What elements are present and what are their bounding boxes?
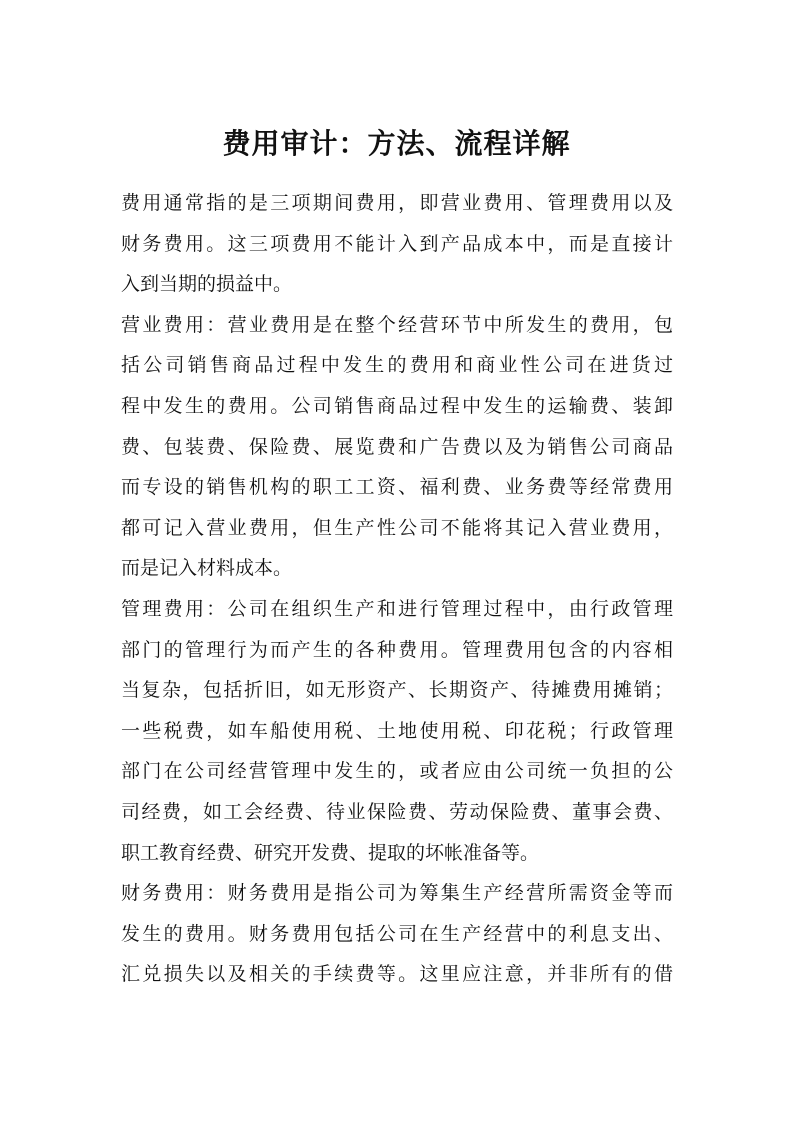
body-line: 括公司销售商品过程中发生的费用和商业性公司在进货过 xyxy=(121,354,673,377)
body-line: 管理费用：公司在组织生产和进行管理过程中，由行政管理 xyxy=(121,597,673,620)
body-line: 汇兑损失以及相关的手续费等。这里应注意，并非所有的借 xyxy=(121,963,673,986)
body-line: 费、包装费、保险费、展览费和广告费以及为销售公司商品 xyxy=(121,435,673,458)
body-line: 部门在公司经营管理中发生的，或者应由公司统一负担的公 xyxy=(121,760,673,783)
body-line: 发生的费用。财务费用包括公司在生产经营中的利息支出、 xyxy=(121,922,673,945)
body-line: 财务费用：财务费用是指公司为筹集生产经营所需资金等而 xyxy=(121,882,673,905)
body-line: 都可记入营业费用，但生产性公司不能将其记入营业费用， xyxy=(121,516,673,539)
body-line: 程中发生的费用。公司销售商品过程中发生的运输费、装卸 xyxy=(121,394,673,417)
body-line: 一些税费，如车船使用税、土地使用税、印花税；行政管理 xyxy=(121,719,673,742)
body-line: 入到当期的损益中。 xyxy=(121,273,293,296)
body-line: 而是记入材料成本。 xyxy=(121,557,293,580)
body-line: 当复杂，包括折旧，如无形资产、长期资产、待摊费用摊销； xyxy=(121,679,673,702)
body-line: 职工教育经费、研究开发费、提取的坏帐准备等。 xyxy=(121,841,540,864)
body-line: 司经费，如工会经费、待业保险费、劳动保险费、董事会费、 xyxy=(121,800,673,823)
document-body xyxy=(121,183,673,995)
body-line: 而专设的销售机构的职工工资、福利费、业务费等经常费用 xyxy=(121,476,673,499)
body-line: 营业费用：营业费用是在整个经营环节中所发生的费用，包 xyxy=(121,313,673,336)
body-line: 部门的管理行为而产生的各种费用。管理费用包含的内容相 xyxy=(121,638,673,661)
body-line: 费用通常指的是三项期间费用，即营业费用、管理费用以及 xyxy=(121,192,673,214)
document-title: 费用审计：方法、流程详解 xyxy=(222,127,571,160)
body-line: 财务费用。这三项费用不能计入到产品成本中，而是直接计 xyxy=(121,232,673,255)
